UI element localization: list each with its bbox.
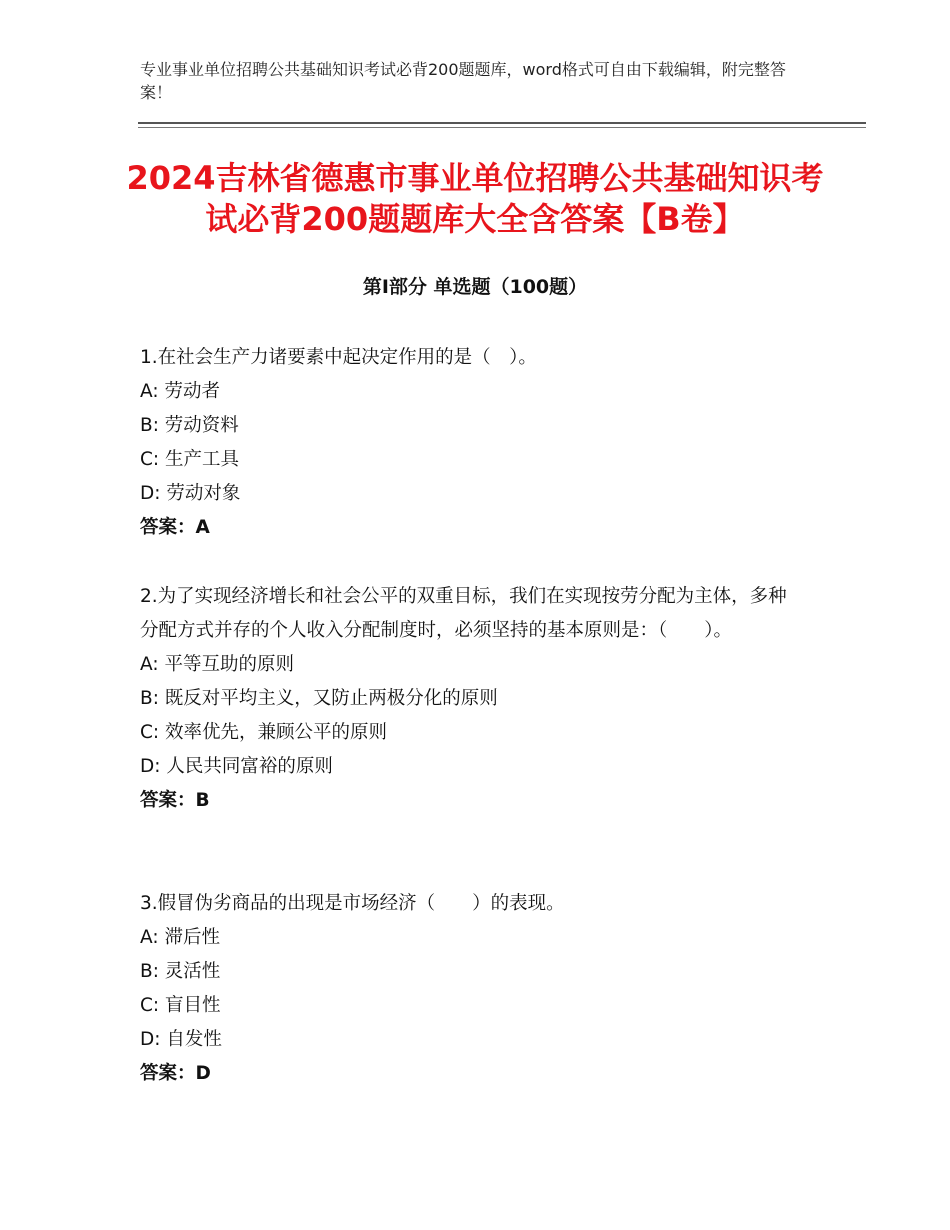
document-title: 2024吉林省德惠市事业单位招聘公共基础知识考试必背200题题库大全含答案【B卷】 <box>126 159 824 238</box>
option-b: B: 既反对平均主义，又防止两极分化的原则 <box>140 688 498 709</box>
answer: 答案：D <box>140 1063 211 1084</box>
option-c: C: 盲目性 <box>140 995 221 1016</box>
question-1 <box>140 341 800 545</box>
question-text: 3.假冒伪劣商品的出现是市场经济（ ）的表现。 <box>140 893 565 914</box>
answer: 答案：A <box>140 517 210 538</box>
option-a: A: 平等互助的原则 <box>140 654 294 675</box>
option-d: D: 自发性 <box>140 1029 222 1050</box>
option-c: C: 生产工具 <box>140 449 240 470</box>
header-rule-thick <box>138 122 866 124</box>
header-rule-thin <box>138 127 866 128</box>
question-text: 2.为了实现经济增长和社会公平的双重目标，我们在实现按劳分配为主体，多种分配方式并存的个人收入分配制度时，必须坚持的基本原则是：（ ）。 <box>140 586 787 641</box>
header-note: 专业事业单位招聘公共基础知识考试必背200题题库，word格式可自由下载编辑，附完整答案！ <box>140 60 786 102</box>
option-d: D: 人民共同富裕的原则 <box>140 756 333 777</box>
section-heading: 第Ⅰ部分 单选题（100题） <box>362 276 588 298</box>
option-a: A: 劳动者 <box>140 381 220 402</box>
option-b: B: 劳动资料 <box>140 415 239 436</box>
option-d: D: 劳动对象 <box>140 483 241 504</box>
question-3 <box>140 887 800 1091</box>
option-a: A: 滞后性 <box>140 927 220 948</box>
question-2 <box>140 580 800 818</box>
answer: 答案：B <box>140 790 210 811</box>
option-b: B: 灵活性 <box>140 961 221 982</box>
question-text: 1.在社会生产力诸要素中起决定作用的是（ ）。 <box>140 347 537 368</box>
option-c: C: 效率优先，兼顾公平的原则 <box>140 722 388 743</box>
